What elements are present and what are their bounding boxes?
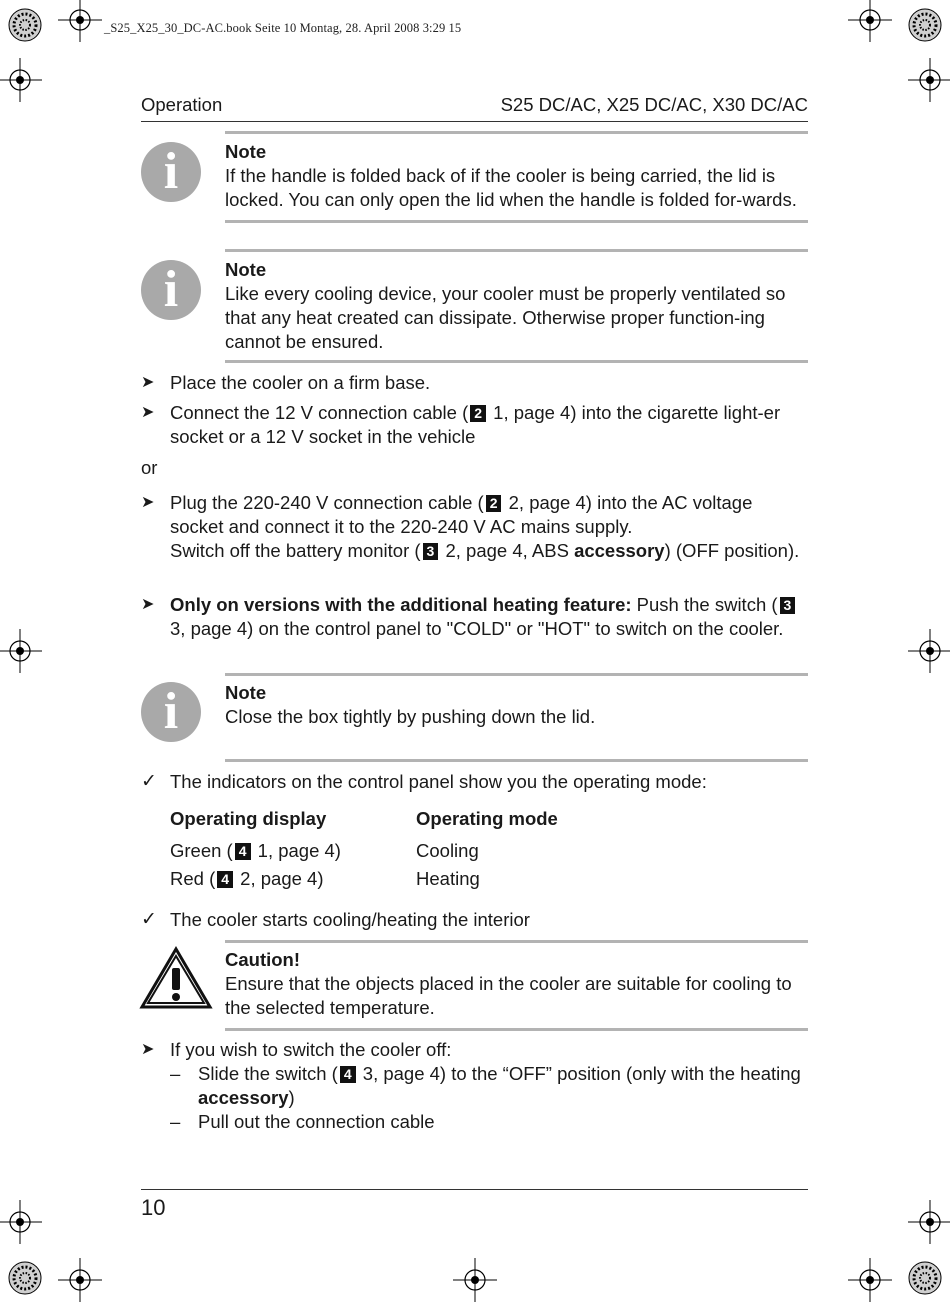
or-text: or — [141, 457, 158, 478]
footer-rule — [141, 1189, 808, 1190]
caution-text: Ensure that the objects placed in the cooler are suitable for cooling to the selected temperature. — [225, 973, 792, 1018]
step-text: 3, page 4) to the “OFF” position (only with the heating — [357, 1063, 801, 1084]
arrow-bullet-icon: ➤ — [141, 596, 155, 613]
bold-term: Only on versions with the additional heating feature: — [170, 594, 632, 615]
page-header — [141, 94, 808, 122]
table-header-display: Operating display — [170, 808, 327, 829]
check-icon: ✓ — [141, 771, 157, 792]
figure-ref-badge: 4 — [340, 1066, 356, 1083]
warning-triangle-icon — [139, 946, 213, 1010]
step-text: Place the cooler on a firm base. — [170, 372, 431, 393]
table-cell: 2, page 4) — [235, 868, 324, 889]
info-icon: i — [141, 682, 201, 742]
figure-ref-badge: 3 — [423, 543, 439, 560]
note-title: Note — [225, 141, 267, 162]
step-text: Plug the 220-240 V connection cable ( — [170, 492, 484, 513]
bold-term: accessory — [574, 540, 665, 561]
info-icon: i — [141, 260, 201, 320]
arrow-bullet-icon: ➤ — [141, 1041, 155, 1058]
note-box — [225, 131, 808, 223]
dash-bullet: – — [170, 1063, 181, 1084]
bold-term: accessory — [198, 1087, 289, 1108]
step-text: 2, page 4) into the AC voltage socket and connect it to the 220-240 V AC mains supply. — [170, 492, 753, 537]
arrow-bullet-icon: ➤ — [141, 374, 155, 391]
figure-ref-badge: 2 — [486, 495, 502, 512]
note-text: If the handle is folded back of if the cooler is being carried, the lid is locked. You can only open the lid when the handle is folded for-wards. — [225, 165, 797, 210]
figure-ref-badge: 4 — [235, 843, 251, 860]
figure-ref-badge: 2 — [470, 405, 486, 422]
step-place — [141, 371, 808, 395]
list-item — [170, 1062, 810, 1110]
note-box — [225, 673, 808, 762]
step-text: Push the switch ( — [631, 594, 778, 615]
table-cell: Red ( — [170, 868, 216, 889]
print-slug: _S25_X25_30_DC-AC.book Seite 10 Montag, 28. April 2008 3:29 15 — [104, 21, 462, 35]
caution-box — [225, 940, 808, 1031]
step-text: The cooler starts cooling/heating the interior — [170, 909, 530, 930]
arrow-bullet-icon: ➤ — [141, 404, 155, 421]
model-list: S25 DC/AC, X25 DC/AC, X30 DC/AC — [500, 94, 808, 115]
table-cell: Heating — [416, 868, 480, 889]
table-cell: Cooling — [416, 840, 479, 861]
info-icon: i — [141, 142, 201, 202]
step-text: Slide the switch ( — [198, 1063, 338, 1084]
list-item — [170, 1110, 810, 1134]
table-cell: Green ( — [170, 840, 233, 861]
note-box — [225, 249, 808, 363]
note-text: Like every cooling device, your cooler must be properly ventilated so that any heat created can dissipate. Otherwise proper function-ing cannot be ensured. — [225, 283, 786, 352]
step-text: 1, page 4) into the cigarette light-er socket or a 12 V socket in the vehicle — [170, 402, 781, 447]
step-text: Switch off the battery monitor ( — [170, 540, 421, 561]
figure-ref-badge: 3 — [780, 597, 796, 614]
step-text: 3, page 4) on the control panel to "COLD" or "HOT" to switch on the cooler. — [170, 618, 784, 639]
step-text: 2, page 4, ABS — [440, 540, 575, 561]
step-connect-12v — [141, 401, 808, 449]
step-heating — [141, 593, 808, 641]
figure-ref-badge: 4 — [217, 871, 233, 888]
step-text: ) (OFF position). — [664, 540, 800, 561]
step-text: Connect the 12 V connection cable ( — [170, 402, 469, 423]
note-title: Note — [225, 259, 267, 280]
indicators-intro — [141, 770, 808, 794]
table-header-mode: Operating mode — [416, 808, 558, 829]
dash-bullet: – — [170, 1111, 181, 1132]
note-title: Note — [225, 682, 267, 703]
note-text: Close the box tightly by pushing down the lid. — [225, 706, 596, 727]
arrow-bullet-icon: ➤ — [141, 494, 155, 511]
page-number: 10 — [141, 1195, 166, 1220]
step-plug-ac — [141, 491, 808, 563]
table-cell: 1, page 4) — [252, 840, 341, 861]
step-switch-off — [141, 1038, 808, 1062]
starts-line — [141, 908, 808, 932]
step-text: If you wish to switch the cooler off: — [170, 1039, 452, 1060]
section-title: Operation — [141, 94, 223, 115]
caution-title: Caution! — [225, 949, 301, 970]
step-text: ) — [288, 1087, 295, 1108]
step-text: Pull out the connection cable — [198, 1111, 435, 1132]
check-icon: ✓ — [141, 909, 157, 930]
step-text: The indicators on the control panel show you the operating mode: — [170, 771, 707, 792]
